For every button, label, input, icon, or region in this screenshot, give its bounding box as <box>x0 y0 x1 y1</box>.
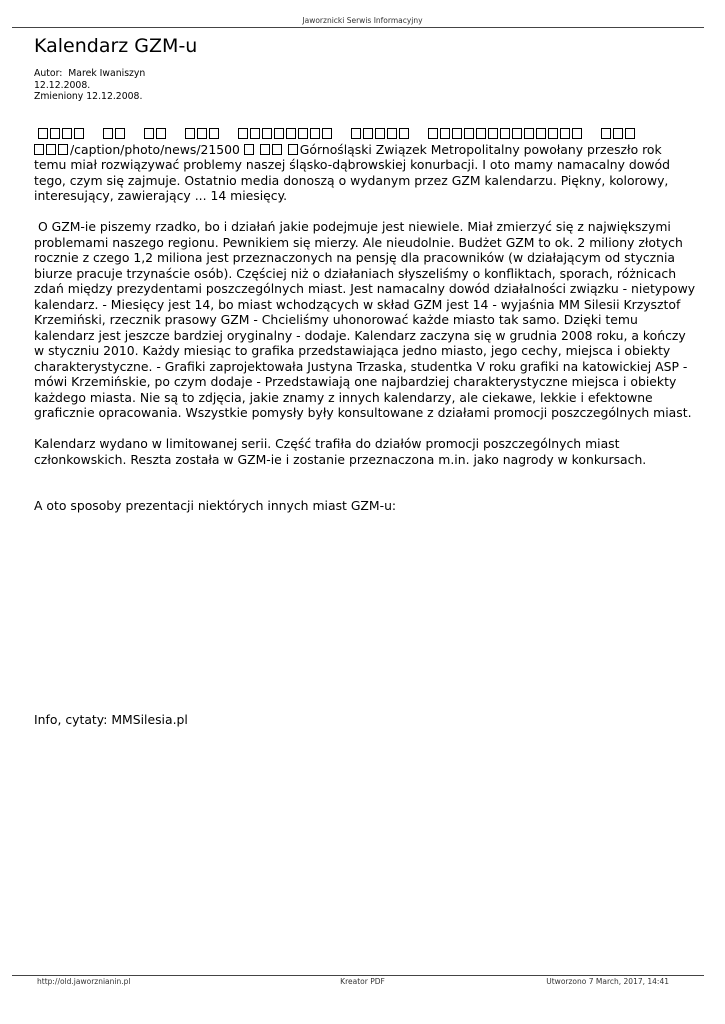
author-line: Autor: Marek Iwaniszyn <box>34 68 146 79</box>
footer-generator: Kreator PDF <box>340 977 385 986</box>
publish-date: 12.12.2008. <box>34 79 91 91</box>
footer-divider <box>12 975 704 976</box>
paragraph-body: O GZM-ie piszemy rzadko, bo i działań jakie podejmuje jest niewiele. Miał zmierzyć się z największymi problemami naszego regionu. Pewnikiem się mierzy. Ale nieudolnie. Budżet GZM to ok. 2 miliony złotych rocznie z czego 1,2 miliona jest przeznaczonych na pensję dla pracowników (w działającym od stycznia biurze pracuje trzynaście osób). Częściej niż o działaniach słyszeliśmy o konfliktach, sporach, różnicach zdań między prezydentami poszczególnych miast. Jest namacalny dowód działalności związku - nietypowy kalendarz. - Miesięcy jest 14, bo miast wchodzących w skład GZM jest 14 - wyjaśnia MM Silesii Krzysztof Krzemiński, rzecznik prasowy GZM - Chcieliśmy uhonorować każde miasto tak samo. Dzięki temu kalendarz jest jeszcze bardziej oryginalny - dodaje. Kalendarz zaczyna się w grudnia 2008 roku, a kończy w styczniu 2010. Każdy miesiąc to grafika przedstawiająca jedno miasto, jego cechy, miejsca i obiekty charakterystyczne. - Grafiki zaprojektowała Justyna Trzaska, studentka V roku grafiki na katowickiej ASP - mówi Krzemińskie, po czym dodaje - Przedstawiają one najbardziej charakterystyczne miejsca i obiekty każdego miasta. Nie są to zdjęcia, jakie znamy z innych kalendarzy, ale ciekawe, lekkie i efektowne graficznie opracowania. Wszystkie pomysły były konsultowane z działami promocji poszczególnych miast. <box>34 219 696 420</box>
paragraph-source: Info, cytaty: MMSilesia.pl <box>34 711 188 727</box>
site-name-header: Jaworznicki Serwis Informacyjny <box>302 16 423 25</box>
intro-rest: temu miał rozwiązywać problemy naszej śląsko-dąbrowskiej konurbacji. I oto mamy namacalny dowód tego, czym się zajmuje. Ostatnio media donoszą o wydanym przez GZM kalendarzu. Piękny, kolorowy, interesujący, zawierający ... 14 miesięcy. <box>34 157 670 203</box>
footer-url-link[interactable]: http://old.jaworznianin.pl <box>37 977 131 986</box>
paragraph-intro <box>34 142 696 204</box>
modified-date: Zmieniony 12.12.2008. <box>34 91 143 102</box>
paragraph-other-cities: A oto sposoby prezentacji niektórych innych miast GZM-u: <box>34 498 397 513</box>
missing-glyph-boxes <box>34 126 637 142</box>
caption-path-fragment: /caption/photo/news/21500 <box>70 141 240 157</box>
article-meta <box>34 68 145 103</box>
paragraph-limited-series: Kalendarz wydano w limitowanej serii. Część trafiła do działów promocji poszczególnych miast członkowskich. Reszta została w GZM-ie i zostanie przeznaczona m.in. jako nagrody w konkursach. <box>34 436 647 467</box>
broken-glyph-line <box>34 126 696 142</box>
image-placeholder-area <box>34 514 696 712</box>
header-divider <box>12 27 704 28</box>
footer-created-date: Utworzono 7 March, 2017, 14:41 <box>546 977 669 986</box>
article-body <box>34 126 696 727</box>
article-title: Kalendarz GZM-u <box>34 35 198 57</box>
intro-first-line: Górnośląski Związek Metropolitalny powołany przeszło rok <box>299 141 662 157</box>
